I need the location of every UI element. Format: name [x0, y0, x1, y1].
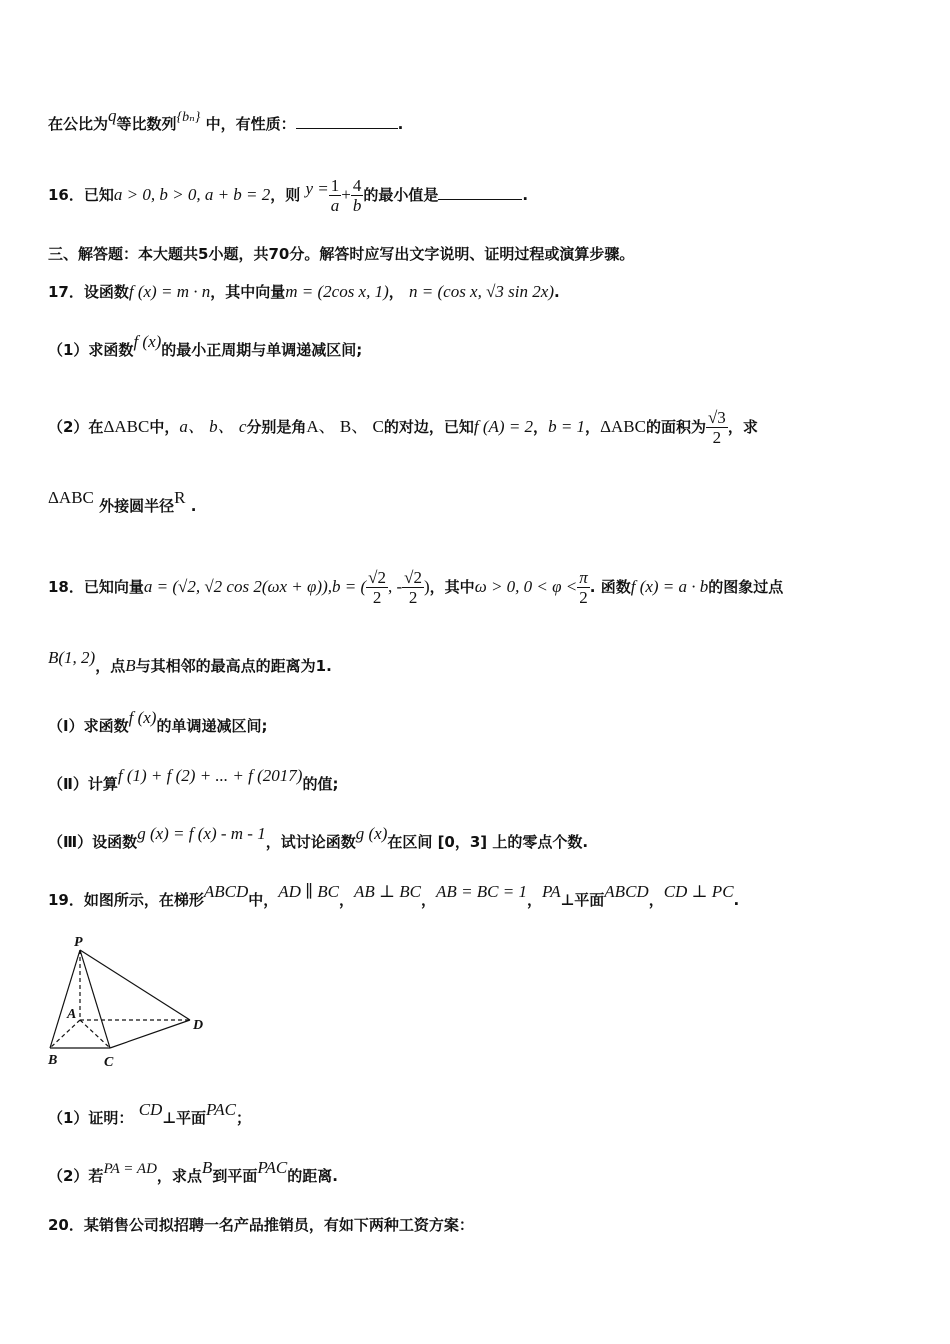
q16-frac1-den: a [330, 196, 340, 215]
q16-text-end: 的最小值是 [363, 186, 439, 204]
q17-p2-fA: f (A) = 2 [473, 417, 534, 436]
q17-p1-math: f (x) [133, 332, 162, 351]
label-A: A [67, 1007, 77, 1022]
q18-b-frac1-num: √2 [368, 568, 386, 587]
q16-frac1-num: 1 [330, 176, 340, 195]
label-P: P [74, 935, 83, 950]
q19-ab-eq: AB = BC = 1 [436, 882, 527, 901]
edge-CD [110, 1020, 190, 1048]
question-17 [48, 282, 560, 302]
q15-answer-blank[interactable] [296, 114, 398, 129]
q19-p2-label: （2）若 [48, 1167, 104, 1185]
label-B: B [48, 1053, 58, 1068]
q18-b-frac1-den: 2 [372, 588, 382, 607]
q17-p2-abc: ΔABC [103, 417, 150, 436]
q16-plus: + [341, 185, 351, 204]
q17-p2-b: b = 1 [548, 417, 586, 436]
q16-condition: a > 0, b > 0, a + b = 2 [113, 185, 271, 204]
label-D: D [193, 1018, 204, 1033]
q19-abcd2: ABCD [604, 882, 649, 901]
q18-b-frac2-num: √2 [404, 568, 422, 587]
q15-text-b: 等比数列 [116, 115, 177, 133]
q17-p2-area-num: √3 [707, 408, 726, 427]
q17-p2-cont-abc: ΔABC [48, 488, 94, 507]
q19-abcd: ABCD [203, 882, 249, 901]
q18-p2-math: f (1) + f (2) + ... + f (2017) [117, 766, 303, 785]
q18-part-2 [48, 766, 339, 794]
q18-cont-B: B [125, 656, 136, 675]
q17-number: 17．设函数 [48, 283, 129, 301]
q17-p2-cont-text: 外接圆半径 [99, 497, 175, 515]
q18-p3-math2: g (x) [355, 824, 388, 843]
q19-text-a: 中， [248, 891, 279, 909]
q18-p3-text-b: 在区间 [0，3] 上的零点个数. [387, 833, 589, 851]
q16-y: y = [305, 179, 329, 198]
q17-p2-text-c: 的对边，已知 [383, 418, 474, 436]
q17-text-a: ，其中向量 [210, 283, 286, 301]
q17-p2-area-fraction [706, 408, 728, 447]
q17-p2-text-e: ，求 [727, 418, 758, 436]
q17-p2-text-b: 分别是角 [246, 418, 307, 436]
q18-pi-den: 2 [579, 588, 588, 607]
q18-vector-b: b = ( [332, 577, 367, 596]
q18-cont [48, 648, 332, 676]
q19-end: . [733, 891, 740, 909]
q19-c3: ， [526, 891, 542, 909]
q17-vector-m: m = (2cos x, 1) [285, 282, 389, 301]
q17-p2-cont-end: . [190, 497, 197, 515]
q18-p2-text: 的值; [302, 775, 339, 793]
section-3-heading: 三、解答题：本大题共5小题，共70分。解答时应写出文字说明、证明过程或演算步骤。 [48, 245, 635, 263]
q19-ad-parallel-bc: AD ∥ BC [278, 882, 340, 901]
q18-pi-num: π [579, 568, 588, 587]
q15-math-bn: {bₙ} [176, 110, 201, 125]
q15-text-c: 中，有性质： [200, 115, 296, 133]
q19-c2: ， [421, 891, 437, 909]
q19-number: 19．如图所示，在梯形 [48, 891, 204, 909]
q17-p2-comma: ， [533, 418, 549, 436]
q17-p1-label: （1）求函数 [48, 341, 134, 359]
q19-pyramid-figure [44, 934, 219, 1078]
q18-b-frac-1 [366, 568, 388, 607]
q17-p2-label: （2）在 [48, 418, 104, 436]
question-19 [48, 882, 740, 910]
q19-p1-pac: PAC [206, 1100, 236, 1119]
q19-ab-perp-bc: AB ⊥ BC [354, 882, 422, 901]
q18-b-close: ) [424, 577, 430, 596]
q17-comma: ， [388, 283, 404, 301]
q15-text-a: 在公比为 [48, 115, 109, 133]
q19-p2-B: B [201, 1158, 213, 1177]
q18-vector-a: a = (√2, √2 cos 2(ωx + φ)), [143, 577, 332, 596]
q18-f-def: f (x) = a · b [630, 577, 709, 596]
q18-cont-text-a: ，点 [95, 657, 126, 675]
q17-p2-text-a: 中， [149, 418, 180, 436]
q19-p1-cd: CD [138, 1100, 163, 1119]
q17-vector-n: n = (cos x, √3 sin 2x) [409, 282, 554, 301]
q17-f-def: f (x) = m · n [128, 282, 211, 301]
q15-math-q: q [108, 106, 117, 125]
q18-point-B: B(1, 2) [48, 648, 96, 667]
q18-pi-fraction [577, 568, 590, 607]
q17-p1-text: 的最小正周期与单调递减区间; [161, 341, 363, 359]
q17-part-2-cont [48, 488, 197, 516]
q19-part-1 [48, 1100, 251, 1128]
q19-p2-text-a: ，求点 [156, 1167, 202, 1185]
q18-condition: ω > 0, 0 < φ < [474, 577, 578, 596]
q18-p1-label: （Ⅰ）求函数 [48, 717, 129, 735]
q18-p3-text-a: ，试讨论函数 [265, 833, 356, 851]
q18-p2-label: （Ⅱ）计算 [48, 775, 118, 793]
q18-b-frac-2 [402, 568, 424, 607]
q19-p2-cond: PA = AD [103, 1161, 157, 1177]
q15-property-line [48, 106, 404, 136]
q19-p1-label: （1）证明： [48, 1109, 134, 1127]
edge-PC [80, 950, 110, 1048]
edge-PB [50, 950, 80, 1048]
q18-part-1 [48, 708, 268, 736]
q18-cont-text-b: 与其相邻的最高点的距离为1. [135, 657, 332, 675]
q19-p1-end: ； [235, 1109, 251, 1127]
q15-end: . [397, 115, 404, 133]
q17-p2-text-d: 的面积为 [645, 418, 706, 436]
q17-part-2 [48, 408, 758, 447]
q17-p2-abc2: ΔABC [600, 417, 646, 436]
q19-part-2 [48, 1158, 338, 1187]
pyramid-diagram [44, 934, 219, 1074]
q16-fraction-2 [351, 176, 364, 215]
q18-p3-label: （Ⅲ）设函数 [48, 833, 138, 851]
q17-part-1 [48, 332, 363, 360]
q18-part-3 [48, 824, 589, 852]
label-C: C [104, 1055, 114, 1070]
q17-end: . [553, 283, 560, 301]
q16-answer-blank[interactable] [438, 185, 522, 200]
q17-p2-angles: A、 B、 C [306, 417, 384, 436]
q19-pa: PA [542, 882, 561, 901]
edge-PD [80, 950, 190, 1020]
q16-then: ，则 [270, 186, 301, 204]
q16-frac2-den: b [352, 196, 362, 215]
q18-text-a: ，其中 [429, 578, 475, 596]
q18-b-mid: , - [387, 577, 403, 596]
q18-number: 18．已知向量 [48, 578, 144, 596]
q19-p2-text-c: 的距离. [287, 1167, 338, 1185]
q17-p2-area-den: 2 [712, 428, 722, 447]
q18-p1-math: f (x) [128, 708, 157, 727]
q18-p1-text: 的单调递减区间; [156, 717, 268, 735]
q17-p2-comma2: ， [585, 418, 601, 436]
q18-p3-math: g (x) = f (x) - m - 1 [137, 824, 266, 843]
question-20: 20．某销售公司拟招聘一名产品推销员，有如下两种工资方案： [48, 1216, 474, 1234]
q19-p1-perp: ⊥平面 [162, 1109, 207, 1127]
q18-b-frac2-den: 2 [408, 588, 418, 607]
q18-text-b: . 函数 [589, 578, 631, 596]
q17-p2-cont-R: R [174, 488, 186, 507]
q19-perp-plane: ⊥平面 [560, 891, 605, 909]
question-18 [48, 568, 783, 607]
q17-p2-sides: a、 b、 c [179, 417, 247, 436]
question-16 [48, 176, 528, 215]
q19-c4: ， [648, 891, 664, 909]
q19-p2-text-b: 到平面 [212, 1167, 258, 1185]
q18-text-c: 的图象过点 [708, 578, 784, 596]
q19-c1: ， [339, 891, 355, 909]
q19-p2-pac: PAC [257, 1158, 288, 1177]
q16-number: 16．已知 [48, 186, 114, 204]
q16-fraction-1 [329, 176, 342, 215]
q16-frac2-num: 4 [352, 176, 362, 195]
q19-cd-perp-pc: CD ⊥ PC [663, 882, 734, 901]
q16-end: . [522, 186, 529, 204]
